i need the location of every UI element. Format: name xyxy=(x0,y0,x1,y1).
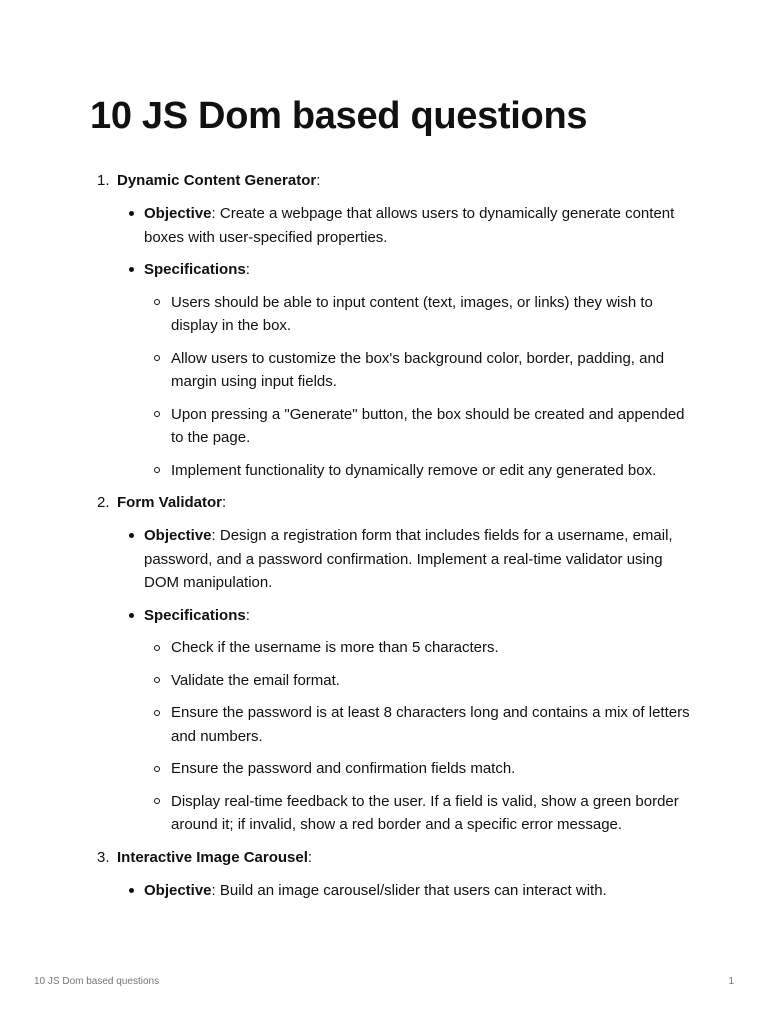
subpoint-item: Check if the username is more than 5 characters. xyxy=(144,636,690,660)
point-label: Objective xyxy=(144,527,212,544)
section-item xyxy=(90,170,690,482)
point-list xyxy=(117,524,690,837)
point-text: : Design a registration form that includes fields for a username, email, password, and a password confirmation. Implement a real-time validator using DOM manipulation. xyxy=(144,527,673,591)
section-heading-text: Form Validator xyxy=(117,494,223,511)
section-list xyxy=(90,170,690,902)
subpoint-list xyxy=(144,291,690,483)
point-item xyxy=(117,604,690,837)
section-number: 1. xyxy=(97,172,110,189)
subpoint-item: Ensure the password is at least 8 characters long and contains a mix of letters and numbers. xyxy=(144,701,690,748)
document-page xyxy=(90,92,690,912)
subpoint-item: Display real-time feedback to the user. If a field is valid, show a green border around it; if invalid, show a red border and a specific error message. xyxy=(144,790,690,837)
page-title: 10 JS Dom based questions xyxy=(90,95,588,137)
section-heading: Interactive Image Carousel: xyxy=(117,848,313,866)
point-item xyxy=(117,524,690,595)
subpoint-item: Upon pressing a "Generate" button, the box should be created and appended to the page. xyxy=(144,403,690,450)
section-heading-text: Dynamic Content Generator xyxy=(117,172,317,189)
point-list xyxy=(117,202,690,482)
section-number: 2. xyxy=(97,494,110,511)
subpoint-item: Users should be able to input content (text, images, or links) they wish to display in the box. xyxy=(144,291,690,338)
subpoint-item: Implement functionality to dynamically remove or edit any generated box. xyxy=(144,459,690,483)
subpoint-item: Allow users to customize the box's background color, border, padding, and margin using input fields. xyxy=(144,347,690,394)
point-item xyxy=(117,258,690,482)
point-text: : xyxy=(245,261,250,278)
point-text: : xyxy=(245,606,250,624)
section-number: 3. xyxy=(97,848,110,866)
subpoint-item: Validate the email format. xyxy=(144,669,690,693)
section-heading-text: Interactive Image Carousel xyxy=(117,848,308,866)
point-label: Specifications xyxy=(144,261,246,278)
point-text: : Create a webpage that allows users to dynamically generate content boxes with user-specified properties. xyxy=(144,205,675,246)
subpoint-list xyxy=(144,636,690,837)
section-item xyxy=(90,847,690,903)
point-item xyxy=(117,202,690,249)
section-item xyxy=(90,492,690,837)
footer-document-title: 10 JS Dom based questions xyxy=(34,976,160,987)
point-text: : Build an image carousel/slider that users can interact with. xyxy=(211,881,607,899)
point-list xyxy=(117,879,690,903)
footer-page-number: 1 xyxy=(728,976,734,987)
subpoint-item: Ensure the password and confirmation fields match. xyxy=(144,757,690,781)
point-item xyxy=(117,879,690,903)
point-label: Objective xyxy=(144,881,212,899)
point-label: Specifications xyxy=(144,606,246,624)
section-heading: Form Validator: xyxy=(117,494,227,511)
section-heading: Dynamic Content Generator: xyxy=(117,172,321,189)
point-label: Objective xyxy=(144,205,212,222)
